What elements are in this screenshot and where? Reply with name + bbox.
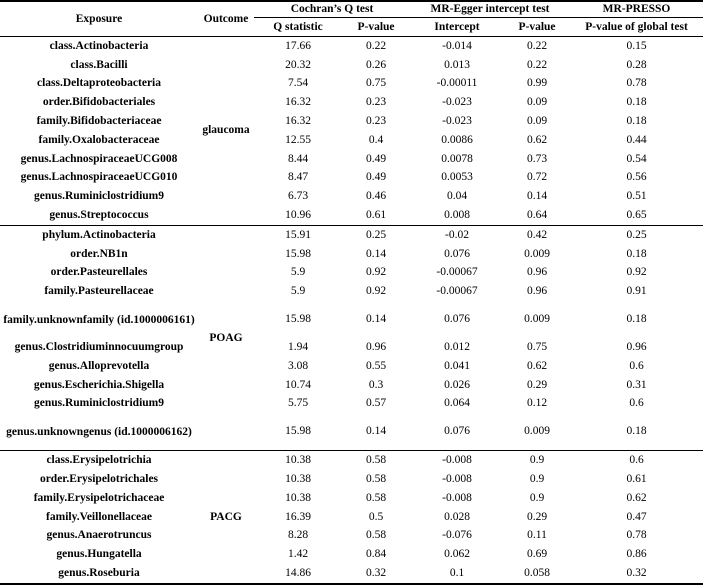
intercept-cell: 0.076	[444, 247, 470, 260]
q-p-value-cell: 0.49	[365, 152, 387, 165]
global-test-p-value-cell: 0.78	[626, 77, 647, 90]
intercept-cell: -0.008	[442, 491, 472, 504]
global-test-p-value-cell: 0.44	[626, 133, 647, 146]
table-row	[0, 508, 703, 527]
table-row	[0, 282, 703, 301]
intercept-cell: 0.028	[444, 510, 470, 523]
global-test-p-value-cell: 0.18	[626, 247, 647, 260]
q-statistic-cell: 20.32	[285, 58, 311, 71]
q-statistic-cell: 3.08	[287, 359, 309, 372]
q-statistic-cell: 5.9	[290, 285, 306, 298]
header-global-test-p-value: P-value of global test	[570, 18, 703, 37]
q-p-value-cell: 0.5	[368, 510, 384, 523]
global-test-p-value-cell: 0.32	[570, 564, 703, 584]
global-test-p-value-cell: 0.6	[629, 359, 644, 372]
header-outcome: Outcome	[198, 1, 254, 37]
table-row	[0, 187, 703, 206]
q-p-value-cell: 0.14	[365, 313, 387, 326]
exposure-cell: class.Actinobacteria	[49, 39, 149, 52]
table-row	[0, 413, 703, 451]
intercept-p-value-cell: 0.96	[526, 285, 548, 298]
q-p-value-cell: 0.84	[365, 548, 387, 561]
global-test-p-value-cell: 0.25	[570, 225, 703, 244]
table-row	[0, 112, 703, 131]
exposure-cell: genus.Escherichia.Shigella	[33, 378, 165, 391]
intercept-p-value-cell: 0.22	[526, 58, 548, 71]
q-statistic-cell: 5.9	[290, 266, 306, 279]
table-row	[0, 75, 703, 94]
intercept-p-value-cell: 0.75	[526, 341, 548, 354]
header-intercept: Intercept	[410, 18, 504, 37]
intercept-p-value-cell: 0.058	[504, 564, 570, 584]
intercept-p-value-cell: 0.62	[526, 359, 548, 372]
exposure-cell: order.Bifidobacteriales	[42, 96, 156, 109]
q-statistic-cell: 15.91	[254, 225, 342, 244]
exposure-cell: family.Veillonellaceae	[46, 510, 152, 523]
q-p-value-cell: 0.96	[365, 341, 387, 354]
global-test-p-value-cell: 0.18	[626, 96, 647, 109]
intercept-p-value-cell: 0.9	[504, 451, 570, 470]
intercept-cell: -0.008	[410, 451, 504, 470]
intercept-p-value-cell: 0.99	[526, 77, 548, 90]
q-p-value-cell: 0.26	[365, 58, 387, 71]
global-test-p-value-cell: 0.78	[626, 529, 647, 542]
table-row	[0, 301, 703, 338]
intercept-p-value-cell: 0.09	[526, 115, 548, 128]
global-test-p-value-cell: 0.18	[626, 425, 647, 438]
exposure-cell: genus.LachnospiraceaeUCG008	[20, 152, 178, 165]
intercept-cell: 0.013	[444, 58, 470, 71]
q-p-value-cell: 0.3	[368, 378, 384, 391]
exposure-cell: order.NB1n	[70, 247, 128, 260]
exposure-cell: genus.Hungatella	[56, 548, 142, 561]
global-test-p-value-cell: 0.61	[626, 473, 647, 486]
intercept-cell: -0.076	[442, 529, 472, 542]
global-test-p-value-cell: 0.92	[626, 266, 647, 279]
q-p-value-cell: 0.58	[365, 473, 387, 486]
q-statistic-cell: 14.86	[254, 564, 342, 584]
global-test-p-value-cell: 0.54	[626, 152, 647, 165]
intercept-cell: -0.023	[442, 96, 472, 109]
table-row	[0, 395, 703, 414]
table-row	[0, 451, 703, 470]
q-statistic-cell: 7.54	[287, 77, 309, 90]
q-statistic-cell: 15.98	[285, 247, 311, 260]
header-intercept-p-value: P-value	[504, 18, 570, 37]
global-test-p-value-cell: 0.6	[629, 397, 644, 410]
q-p-value-cell: 0.46	[365, 190, 387, 203]
q-statistic-cell: 8.28	[287, 529, 309, 542]
intercept-p-value-cell: 0.29	[526, 510, 548, 523]
intercept-cell: 0.026	[444, 378, 470, 391]
table-row	[0, 338, 703, 357]
global-test-p-value-cell: 0.56	[626, 171, 647, 184]
exposure-cell: genus.Anaerotruncus	[46, 529, 152, 542]
q-statistic-cell: 17.66	[285, 39, 311, 52]
exposure-cell: genus.unknowngenus (id.1000006162)	[6, 425, 192, 438]
intercept-cell: -0.00067	[436, 285, 478, 298]
header-q-statistic: Q statistic	[254, 18, 342, 37]
intercept-cell: 0.012	[444, 341, 470, 354]
q-p-value-cell: 0.61	[365, 209, 387, 222]
table-row	[0, 37, 703, 56]
exposure-cell: family.unknownfamily (id.1000006161)	[3, 313, 195, 326]
intercept-p-value-cell: 0.42	[504, 225, 570, 244]
intercept-p-value-cell: 0.12	[526, 397, 548, 410]
header-q-p-value: P-value	[342, 18, 410, 37]
q-p-value-cell: 0.32	[342, 564, 410, 584]
intercept-cell: -0.023	[442, 115, 472, 128]
outcome-cell: glaucoma	[202, 124, 250, 137]
exposure-cell: phylum.Actinobacteria	[0, 225, 198, 244]
global-test-p-value-cell: 0.18	[626, 115, 647, 128]
exposure-cell: order.Pasteurellales	[50, 266, 148, 279]
global-test-p-value-cell: 0.91	[626, 285, 647, 298]
q-statistic-cell: 1.42	[287, 548, 309, 561]
intercept-cell: -0.00011	[436, 77, 478, 90]
global-test-p-value-cell: 0.31	[626, 378, 647, 391]
intercept-p-value-cell: 0.22	[526, 39, 548, 52]
intercept-p-value-cell: 0.9	[529, 473, 545, 486]
q-statistic-cell: 16.32	[285, 115, 311, 128]
q-p-value-cell: 0.58	[365, 529, 387, 542]
global-test-p-value-cell: 0.65	[626, 209, 647, 222]
q-statistic-cell: 15.98	[285, 313, 311, 326]
q-p-value-cell: 0.23	[365, 96, 387, 109]
q-statistic-cell: 10.38	[285, 491, 311, 504]
intercept-cell: 0.041	[444, 359, 470, 372]
q-statistic-cell: 8.47	[287, 171, 309, 184]
q-statistic-cell: 10.74	[285, 378, 311, 391]
table-row	[0, 470, 703, 489]
table-body	[0, 37, 703, 584]
intercept-p-value-cell: 0.73	[526, 152, 548, 165]
table-row	[0, 527, 703, 546]
intercept-cell: -0.02	[410, 225, 504, 244]
global-test-p-value-cell: 0.51	[626, 190, 647, 203]
intercept-p-value-cell: 0.009	[524, 247, 550, 260]
q-statistic-cell: 10.38	[285, 473, 311, 486]
exposure-cell: genus.Ruminiclostridium9	[33, 397, 165, 410]
intercept-p-value-cell: 0.009	[524, 313, 550, 326]
q-statistic-cell: 5.75	[287, 397, 309, 410]
table-row	[0, 206, 703, 225]
intercept-cell: 0.0053	[441, 171, 473, 184]
q-p-value-cell: 0.14	[365, 247, 387, 260]
global-test-p-value-cell: 0.18	[626, 313, 647, 326]
outcome-cell: PACG	[198, 451, 254, 584]
q-p-value-cell: 0.22	[365, 39, 387, 52]
table-row	[0, 357, 703, 376]
global-test-p-value-cell: 0.6	[570, 451, 703, 470]
intercept-p-value-cell: 0.09	[526, 96, 548, 109]
outcome-cell: POAG	[198, 225, 254, 450]
exposure-cell: genus.Streptococcus	[49, 209, 149, 222]
intercept-p-value-cell: 0.14	[526, 190, 548, 203]
exposure-cell: genus.LachnospiraceaeUCG010	[20, 171, 178, 184]
q-statistic-cell: 10.96	[285, 209, 311, 222]
table-row	[0, 150, 703, 169]
table-row	[0, 545, 703, 564]
header-mr-presso: MR-PRESSO	[570, 1, 703, 18]
intercept-cell: 0.062	[444, 548, 470, 561]
global-test-p-value-cell: 0.15	[626, 39, 647, 52]
intercept-cell: -0.014	[442, 39, 472, 52]
table-row	[0, 131, 703, 150]
global-test-p-value-cell: 0.28	[626, 58, 647, 71]
global-test-p-value-cell: 0.47	[626, 510, 647, 523]
exposure-cell: family.Bifidobacteriaceae	[36, 115, 162, 128]
table-row	[0, 56, 703, 75]
q-p-value-cell: 0.92	[365, 285, 387, 298]
q-statistic-cell: 16.39	[285, 510, 311, 523]
intercept-p-value-cell: 0.62	[526, 133, 548, 146]
q-statistic-cell: 6.73	[287, 190, 309, 203]
q-p-value-cell: 0.75	[365, 77, 387, 90]
exposure-cell: family.Pasteurellaceae	[44, 285, 154, 298]
intercept-cell: 0.076	[444, 313, 470, 326]
intercept-p-value-cell: 0.69	[526, 548, 548, 561]
intercept-cell: 0.1	[410, 564, 504, 584]
global-test-p-value-cell: 0.62	[626, 491, 647, 504]
table-row	[0, 489, 703, 508]
q-statistic-cell: 16.32	[285, 96, 311, 109]
q-statistic-cell: 12.55	[285, 133, 311, 146]
exposure-cell: genus.Roseburia	[0, 564, 198, 584]
intercept-p-value-cell: 0.72	[526, 171, 548, 184]
intercept-cell: 0.04	[446, 190, 468, 203]
intercept-p-value-cell: 0.11	[527, 529, 547, 542]
header-mr-egger-intercept-test: MR-Egger intercept test	[410, 1, 570, 18]
intercept-cell: 0.076	[444, 425, 470, 438]
intercept-cell: 0.0078	[441, 152, 473, 165]
q-p-value-cell: 0.23	[365, 115, 387, 128]
intercept-p-value-cell: 0.96	[526, 266, 548, 279]
q-statistic-cell: 8.44	[287, 152, 309, 165]
q-p-value-cell: 0.4	[368, 133, 384, 146]
table-row	[0, 93, 703, 112]
q-p-value-cell: 0.49	[365, 171, 387, 184]
global-test-p-value-cell: 0.96	[626, 341, 647, 354]
intercept-p-value-cell: 0.009	[524, 425, 550, 438]
intercept-cell: 0.064	[444, 397, 470, 410]
table-row	[0, 225, 703, 244]
intercept-cell: -0.00067	[436, 266, 478, 279]
intercept-cell: -0.008	[442, 473, 472, 486]
q-p-value-cell: 0.58	[342, 451, 410, 470]
exposure-cell: family.Oxalobacteraceae	[38, 133, 160, 146]
header-cochran-q-test: Cochran’s Q test	[254, 1, 410, 18]
intercept-cell: 0.0086	[441, 133, 473, 146]
header-exposure: Exposure	[0, 1, 198, 37]
exposure-cell: genus.Ruminiclostridium9	[33, 190, 165, 203]
q-p-value-cell: 0.25	[342, 225, 410, 244]
table-row	[0, 169, 703, 188]
exposure-cell: class.Deltaproteobacteria	[36, 77, 162, 90]
q-statistic-cell: 15.98	[285, 425, 311, 438]
table-row	[0, 564, 703, 584]
q-statistic-cell: 1.94	[287, 341, 309, 354]
table-row	[0, 245, 703, 264]
exposure-cell: order.Erysipelotrichales	[39, 473, 159, 486]
exposure-cell: genus.Alloprevotella	[48, 359, 150, 372]
intercept-p-value-cell: 0.64	[526, 209, 548, 222]
table-row	[0, 264, 703, 283]
exposure-cell: class.Erysipelotrichia	[0, 451, 198, 470]
q-p-value-cell: 0.14	[365, 425, 387, 438]
q-statistic-cell: 10.38	[254, 451, 342, 470]
exposure-cell: family.Erysipelotrichaceae	[33, 491, 165, 504]
global-test-p-value-cell: 0.86	[626, 548, 647, 561]
intercept-p-value-cell: 0.29	[526, 378, 548, 391]
intercept-p-value-cell: 0.9	[529, 491, 545, 504]
q-p-value-cell: 0.57	[365, 397, 387, 410]
q-p-value-cell: 0.58	[365, 491, 387, 504]
intercept-cell: 0.008	[444, 209, 470, 222]
q-p-value-cell: 0.92	[365, 266, 387, 279]
exposure-cell: genus.Clostridiuminnocuumgroup	[14, 341, 184, 354]
table-row	[0, 376, 703, 395]
exposure-cell: class.Bacilli	[70, 58, 128, 71]
q-p-value-cell: 0.55	[365, 359, 387, 372]
